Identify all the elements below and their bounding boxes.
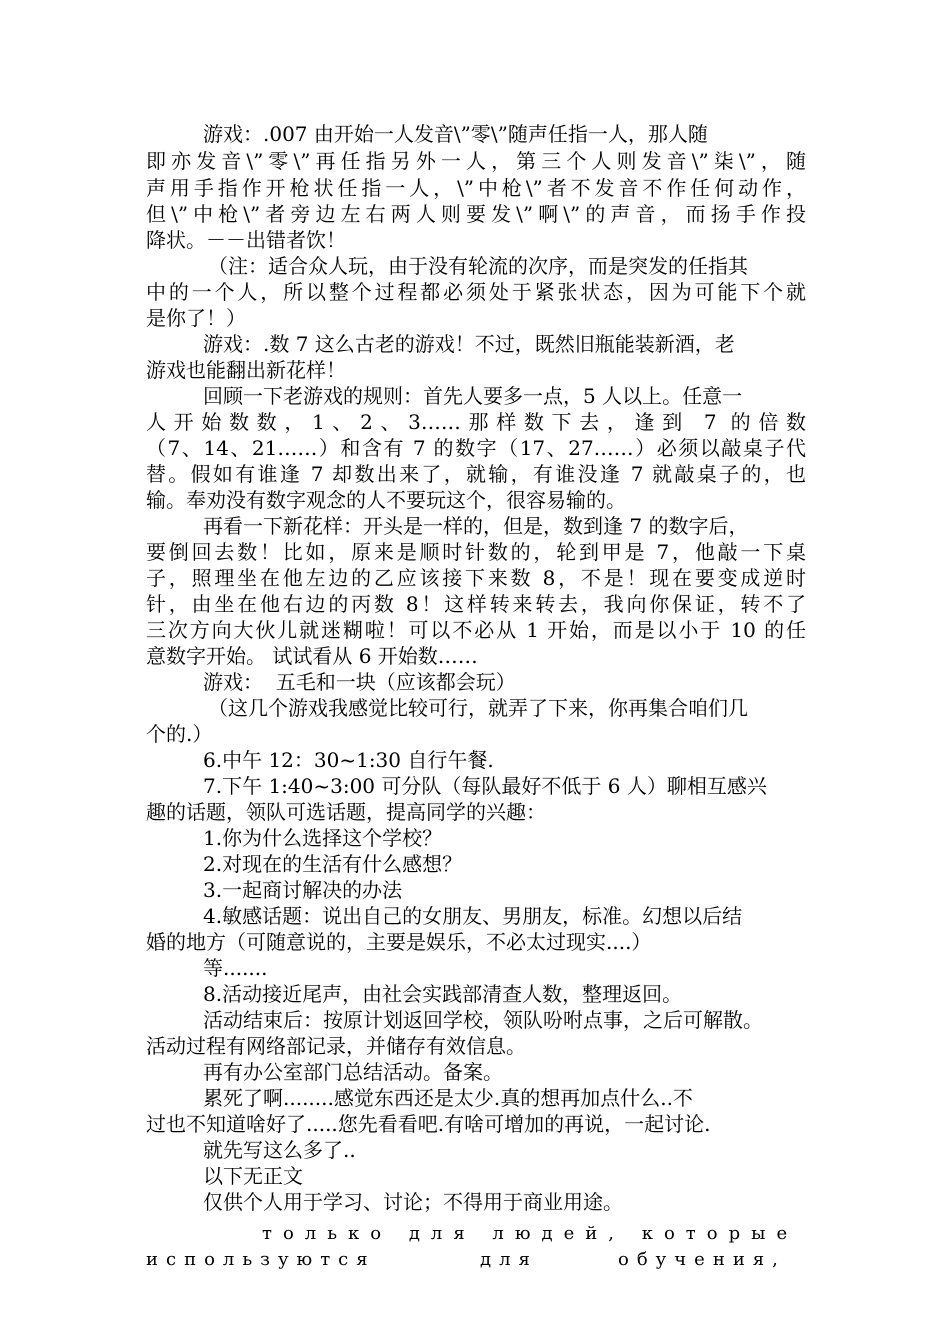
text-line: 替。假如有谁逢 7 却数出来了，就输，有谁没逢 7 就敲桌子的，也 (146, 462, 806, 486)
russian-line-1: только для людей, которые (262, 1223, 799, 1244)
text-line: 游戏： 五毛和一块（应该都会玩） (203, 670, 516, 694)
text-line: 1.你为什么选择这个学校？ (203, 826, 443, 850)
text-line: 再看一下新花样：开头是一样的，但是，数到逢 7 的数字后， (203, 514, 749, 538)
text-line: 4.敏感话题：说出自己的女朋友、男朋友，标准。幻想以后结 (203, 904, 743, 928)
text-line: 累死了啊........感觉东西还是太少.真的想再加点什么..不 (203, 1086, 693, 1110)
russian-word: используются (146, 1249, 376, 1270)
text-line: 三次方向大伙儿就迷糊啦！可以不必从 1 开始，而是以小于 10 的任 (146, 618, 806, 642)
text-line: 活动结束后：按原计划返回学校，领队吩咐点事，之后可解散。 (203, 1008, 763, 1032)
text-line: 针，由坐在他右边的丙数 8！这样转来转去，我向你保证，转不了 (146, 592, 806, 616)
text-line: 就先写这么多了.. (203, 1138, 356, 1162)
text-line: 个的.） (146, 722, 213, 746)
text-line: 7.下午 1:40~3:00 可分队（每队最好不低于 6 人）聊相互感兴 (203, 774, 767, 798)
text-line: （注：适合众人玩，由于没有轮流的次序，而是突发的任指其 (208, 254, 748, 278)
text-line: 过也不知道啥好了.....您先看看吧.有啥可增加的再说，一起讨论. (146, 1112, 711, 1136)
text-line: 声用手指作开枪状任指一人，\”中枪\”者不发音不作任何动作， (146, 176, 806, 200)
text-line: 游戏：.007 由开始一人发音\”零\”随声任指一人，那人随 (203, 122, 708, 146)
text-line: 人开始数数，1、2、3……那样数下去，逢到 7 的倍数 (146, 410, 806, 434)
text-line: 2.对现在的生活有什么感想？ (203, 852, 463, 876)
text-line: 趣的话题，领队可选话题，提高同学的兴趣： (146, 800, 546, 824)
text-line: 婚的地方（可随意说的，主要是娱乐，不必太过现实....） (146, 930, 652, 954)
text-line: 以下无正文 (203, 1164, 303, 1188)
text-line: 降状。－－出错者饮！ (146, 228, 346, 252)
russian-word: для (480, 1249, 538, 1270)
text-line: 即亦发音\”零\”再任指另外一人，第三个人则发音\”柒\”，随 (146, 149, 806, 173)
text-line: （这几个游戏我感觉比较可行，就弄了下来，你再集合咱们几 (208, 696, 748, 720)
russian-word: обучения, (618, 1249, 786, 1270)
text-line: 活动过程有网络部记录，并储存有效信息。 (146, 1034, 526, 1058)
text-line: 再有办公室部门总结活动。备案。 (203, 1060, 503, 1084)
text-line: 回顾一下老游戏的规则：首先人要多一点，5 人以上。任意一 (203, 384, 743, 408)
text-line: 但\”中枪\”者旁边左右两人则要发\”啊\”的声音，而扬手作投 (146, 202, 806, 226)
text-line: 子，照理坐在他左边的乙应该接下来数 8，不是！现在要变成逆时 (146, 566, 806, 590)
text-line: 意数字开始。 试试看从 6 开始数…… (146, 644, 478, 668)
text-line: 等....... (203, 956, 268, 980)
text-line: （7、14、21……）和含有 7 的数字（17、27……）必须以敲桌子代 (146, 436, 806, 460)
text-line: 中的一个人，所以整个过程都必须处于紧张状态，因为可能下个就 (146, 280, 806, 304)
text-line: 6.中午 12：30~1:30 自行午餐. (203, 748, 494, 772)
text-line: 要倒回去数！比如，原来是顺时针数的，轮到甲是 7，他敲一下桌 (146, 540, 806, 564)
text-line: 游戏：.数 7 这么古老的游戏！不过，既然旧瓶能装新酒，老 (203, 332, 735, 356)
text-line: 3.一起商讨解决的办法 (203, 878, 403, 902)
text-line: 输。奉劝没有数字观念的人不要玩这个，很容易输的。 (146, 488, 626, 512)
text-line: 是你了！） (146, 306, 246, 330)
text-line: 仅供个人用于学习、讨论；不得用于商业用途。 (203, 1190, 623, 1214)
text-line: 8.活动接近尾声，由社会实践部清查人数，整理返回。 (203, 982, 683, 1006)
text-line: 游戏也能翻出新花样！ (146, 358, 346, 382)
